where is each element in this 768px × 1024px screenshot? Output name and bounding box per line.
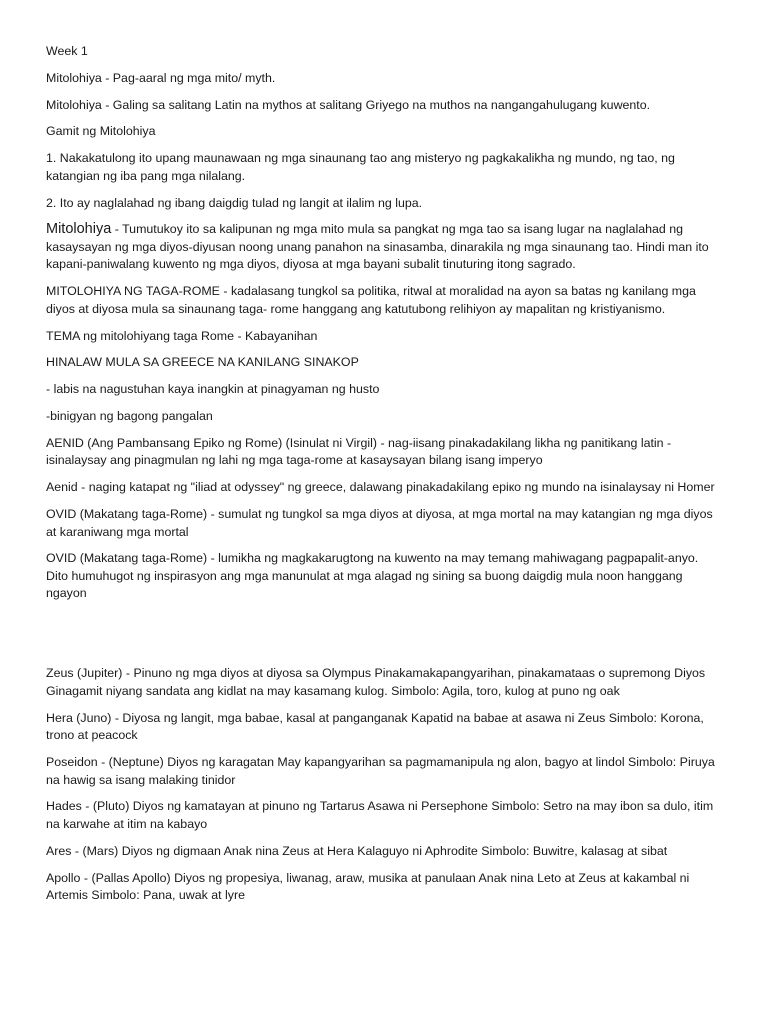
paragraph: - labis na nagustuhan kaya inangkin at pinagyaman ng husto — [46, 382, 380, 397]
blank-space — [46, 612, 718, 665]
god-entry-zeus: Zeus (Jupiter) - Pinuno ng mga diyos at diyosa sa Olympus Pinakamakapangyarihan, pinakamataas o supremong Diyos Ginagamit niyang sandata ang kidlat na may kasamang kulog. Simbolo: Agila, toro, kulog at puno ng oak — [46, 666, 706, 698]
definition-term: Mitolohiya — [46, 221, 112, 238]
god-entry-hades: Hades - (Pluto) Diyos ng kamatayan at pinuno ng Tartarus Asawa ni Persephone Simbolo: Setro na may ibon sa dulo, itim na karwahe at itim na kabayo — [46, 799, 714, 831]
god-entry-hera: Hera (Juno) - Diyosa ng langit, mga babae, kasal at panganganak Kapatid na babae at asawa ni Zeus Simbolo: Korona, trono at peacock — [46, 710, 704, 743]
paragraph: MITOLOHIYA NG TAGA-ROME - kadalasang tungkol sa politika, ritwal at moralidad na ayon sa batas ng kanilang mga diyos at diyosa mula sa sinaunang taga- rome hanggang ang katutubong relihiyon ay mapalitan ng kristiyanismo. — [46, 284, 696, 316]
god-entry-ares: Ares - (Mars) Diyos ng digmaan Anak nina Zeus at Hera Kalaguyo ni Aphrodite Simbolo: Buwitre, kalasag at sibat — [46, 843, 668, 858]
god-entry-apollo: Apollo - (Pallas Apollo) Diyos ng propesiya, liwanag, araw, musika at panulaan Anak nina Leto at Zeus at kakambal ni Artemis Simbolo: Pana, uwak at lyre — [46, 870, 690, 903]
section-heading: Gamit ng Mitolohiya — [46, 124, 156, 139]
paragraph: Mitolohiya - Galing sa salitang Latin na mythos at salitang Griyego na muthos na nangangahulugang kuwento. — [46, 97, 651, 112]
list-item: 2. Ito ay naglalahad ng ibang daigdig tulad ng langit at ilalim ng lupa. — [46, 195, 423, 210]
list-item: 1. Nakakatulong ito upang maunawaan ng mga sinaunang tao ang misteryo ng pagkakalikha ng mundo, ng tao, ng katangian ng iba pang mga nilalang. — [46, 151, 675, 183]
god-entry-poseidon: Poseidon - (Neptune) Diyos ng karagatan May kapangyarihan sa pagmamanipula ng alon, bagyo at lindol Simbolo: Piruya na hawig sa isang malaking tinidor — [46, 755, 715, 787]
paragraph: Mitolohiya - Pag-aaral ng mga mito/ myth. — [46, 70, 276, 85]
paragraph: TEMA ng mitolohiyang taga Rome - Kabayanihan — [46, 328, 318, 343]
paragraph: OVID (Makatang taga-Rome) - sumulat ng tungkol sa mga diyos at diyosa, at mga mortal na may katangian ng mga diyos at karaniwang mga mortal — [46, 506, 713, 539]
definition-text: - Tumutukoy ito sa kalipunan ng mga mito mula sa pangkat ng mga tao sa isang lugar na naglalahad ng kasaysayan ng mga diyos-diyusan noong unang panahon na sinasamba, dinarakila ng mga sinaunang tao. Hindi man ito kapani-paniwalang kuwento ng mga diyos, diyosa at mga bayani subalit tinuturing itong sagrado. — [46, 222, 709, 272]
paragraph: AENID (Ang Pambansang Epiko ng Rome) (Isinulat ni Virgil) - nag-iisang pinakadakilang likha ng panitikang latin - isinalaysay ang pinagmulan ng lahi ng mga taga-rome at kasaysayan bilang isang imperyo — [46, 435, 672, 468]
paragraph: HINALAW MULA SA GREECE NA KANILANG SINAKOP — [46, 355, 359, 370]
paragraph: OVID (Makatang taga-Rome) - lumikha ng magkakarugtong na kuwento na may temang mahiwagang pagpapalit-anyo. Dito humuhugot ng inspirasyon ang mga manunulat at mga alagad ng sining sa buong daigdig mula noon hanggang ngayon — [46, 551, 699, 601]
paragraph: -binigyan ng bagong pangalan — [46, 408, 213, 423]
document-body — [46, 43, 718, 914]
week-heading: Week 1 — [46, 44, 88, 58]
paragraph: Aenid - naging katapat ng "iliad at odyssey" ng greece, dalawang pinakadakilang ерікo ng mundo na isinalaysay ni Homer — [46, 480, 715, 495]
mitolohiya-definition — [46, 221, 718, 274]
